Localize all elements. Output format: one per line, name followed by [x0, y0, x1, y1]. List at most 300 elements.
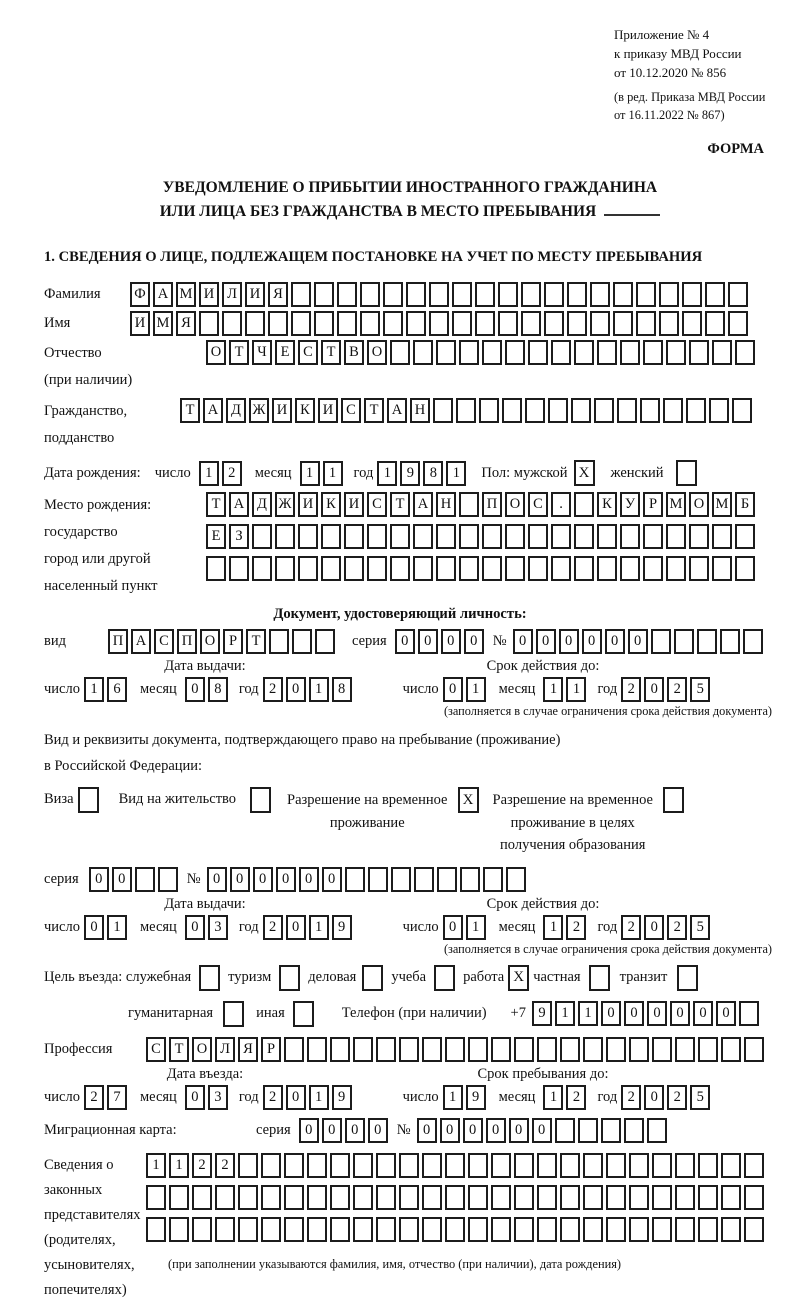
- char-box[interactable]: [620, 340, 640, 365]
- char-box[interactable]: О: [689, 492, 709, 517]
- char-box[interactable]: [574, 340, 594, 365]
- char-box[interactable]: 1: [84, 677, 104, 702]
- char-box[interactable]: [321, 524, 341, 549]
- char-box[interactable]: 0: [185, 915, 205, 940]
- char-box[interactable]: [413, 556, 433, 581]
- char-box[interactable]: Я: [268, 282, 288, 307]
- char-box[interactable]: [659, 282, 679, 307]
- purpose-official-checkbox[interactable]: [199, 965, 220, 991]
- char-box[interactable]: 0: [647, 1001, 667, 1026]
- char-box[interactable]: А: [131, 629, 151, 654]
- char-box[interactable]: [624, 1118, 644, 1143]
- char-box[interactable]: С: [298, 340, 318, 365]
- sex-female-checkbox[interactable]: [676, 460, 697, 486]
- char-box[interactable]: Ж: [275, 492, 295, 517]
- char-box[interactable]: [307, 1037, 327, 1062]
- char-box[interactable]: [284, 1153, 304, 1178]
- char-box[interactable]: Т: [246, 629, 266, 654]
- char-box[interactable]: [620, 556, 640, 581]
- char-box[interactable]: [560, 1153, 580, 1178]
- char-box[interactable]: М: [666, 492, 686, 517]
- char-box[interactable]: [583, 1037, 603, 1062]
- char-box[interactable]: [330, 1185, 350, 1210]
- char-box[interactable]: [135, 867, 155, 892]
- char-box[interactable]: [414, 867, 434, 892]
- char-box[interactable]: 0: [345, 1118, 365, 1143]
- char-box[interactable]: [712, 340, 732, 365]
- char-box[interactable]: [537, 1153, 557, 1178]
- char-box[interactable]: [399, 1217, 419, 1242]
- char-box[interactable]: [429, 282, 449, 307]
- char-box[interactable]: [744, 1037, 764, 1062]
- char-box[interactable]: [505, 340, 525, 365]
- char-box[interactable]: 0: [464, 629, 484, 654]
- char-box[interactable]: 0: [605, 629, 625, 654]
- char-box[interactable]: [525, 398, 545, 423]
- char-box[interactable]: [146, 1185, 166, 1210]
- char-box[interactable]: [399, 1185, 419, 1210]
- purpose-humanitarian-checkbox[interactable]: [223, 1001, 244, 1027]
- char-box[interactable]: [269, 629, 289, 654]
- char-box[interactable]: 3: [208, 1085, 228, 1110]
- char-box[interactable]: [229, 556, 249, 581]
- char-box[interactable]: 0: [185, 1085, 205, 1110]
- char-box[interactable]: [606, 1153, 626, 1178]
- char-box[interactable]: [537, 1037, 557, 1062]
- char-box[interactable]: К: [321, 492, 341, 517]
- char-box[interactable]: [459, 524, 479, 549]
- char-box[interactable]: И: [272, 398, 292, 423]
- char-box[interactable]: [436, 524, 456, 549]
- char-box[interactable]: 0: [443, 915, 463, 940]
- char-box[interactable]: 1: [466, 915, 486, 940]
- char-box[interactable]: [578, 1118, 598, 1143]
- char-box[interactable]: [551, 524, 571, 549]
- char-box[interactable]: 0: [299, 867, 319, 892]
- char-box[interactable]: [590, 311, 610, 336]
- char-box[interactable]: Ж: [249, 398, 269, 423]
- char-box[interactable]: 0: [418, 629, 438, 654]
- char-box[interactable]: [284, 1185, 304, 1210]
- char-box[interactable]: [483, 867, 503, 892]
- char-box[interactable]: [330, 1153, 350, 1178]
- char-box[interactable]: [445, 1217, 465, 1242]
- char-box[interactable]: 2: [667, 1085, 687, 1110]
- char-box[interactable]: 8: [423, 461, 443, 486]
- char-box[interactable]: [560, 1037, 580, 1062]
- char-box[interactable]: [721, 1185, 741, 1210]
- char-box[interactable]: [491, 1217, 511, 1242]
- char-box[interactable]: [284, 1037, 304, 1062]
- char-box[interactable]: [571, 398, 591, 423]
- char-box[interactable]: 1: [578, 1001, 598, 1026]
- char-box[interactable]: 0: [486, 1118, 506, 1143]
- char-box[interactable]: [514, 1037, 534, 1062]
- char-box[interactable]: [594, 398, 614, 423]
- char-box[interactable]: О: [200, 629, 220, 654]
- char-box[interactable]: С: [528, 492, 548, 517]
- char-box[interactable]: [643, 524, 663, 549]
- char-box[interactable]: [479, 398, 499, 423]
- char-box[interactable]: [222, 311, 242, 336]
- char-box[interactable]: [459, 340, 479, 365]
- char-box[interactable]: [643, 340, 663, 365]
- char-box[interactable]: [261, 1185, 281, 1210]
- temp-residence-edu-checkbox[interactable]: [663, 787, 684, 813]
- char-box[interactable]: Ф: [130, 282, 150, 307]
- char-box[interactable]: [606, 1185, 626, 1210]
- char-box[interactable]: [574, 524, 594, 549]
- char-box[interactable]: [514, 1217, 534, 1242]
- char-box[interactable]: О: [367, 340, 387, 365]
- char-box[interactable]: 0: [532, 1118, 552, 1143]
- char-box[interactable]: [666, 340, 686, 365]
- char-box[interactable]: 3: [208, 915, 228, 940]
- char-box[interactable]: Н: [410, 398, 430, 423]
- char-box[interactable]: [413, 524, 433, 549]
- char-box[interactable]: [675, 1185, 695, 1210]
- char-box[interactable]: [560, 1217, 580, 1242]
- char-box[interactable]: [383, 282, 403, 307]
- char-box[interactable]: [252, 556, 272, 581]
- char-box[interactable]: [360, 311, 380, 336]
- char-box[interactable]: 2: [621, 677, 641, 702]
- char-box[interactable]: 2: [263, 915, 283, 940]
- char-box[interactable]: [337, 311, 357, 336]
- char-box[interactable]: [675, 1217, 695, 1242]
- char-box[interactable]: 0: [417, 1118, 437, 1143]
- char-box[interactable]: Т: [169, 1037, 189, 1062]
- char-box[interactable]: [238, 1217, 258, 1242]
- char-box[interactable]: 0: [286, 915, 306, 940]
- char-box[interactable]: [720, 629, 740, 654]
- purpose-private-checkbox[interactable]: [589, 965, 610, 991]
- char-box[interactable]: [452, 282, 472, 307]
- char-box[interactable]: 0: [644, 677, 664, 702]
- char-box[interactable]: [567, 311, 587, 336]
- char-box[interactable]: [505, 524, 525, 549]
- char-box[interactable]: 0: [185, 677, 205, 702]
- char-box[interactable]: [659, 311, 679, 336]
- char-box[interactable]: [583, 1185, 603, 1210]
- char-box[interactable]: 1: [107, 915, 127, 940]
- char-box[interactable]: [629, 1153, 649, 1178]
- char-box[interactable]: И: [344, 492, 364, 517]
- char-box[interactable]: 7: [107, 1085, 127, 1110]
- char-box[interactable]: 0: [644, 915, 664, 940]
- char-box[interactable]: [192, 1185, 212, 1210]
- char-box[interactable]: [376, 1217, 396, 1242]
- char-box[interactable]: [345, 867, 365, 892]
- char-box[interactable]: О: [192, 1037, 212, 1062]
- char-box[interactable]: 0: [582, 629, 602, 654]
- char-box[interactable]: Л: [222, 282, 242, 307]
- char-box[interactable]: [652, 1217, 672, 1242]
- char-box[interactable]: [666, 556, 686, 581]
- char-box[interactable]: 0: [207, 867, 227, 892]
- char-box[interactable]: З: [229, 524, 249, 549]
- char-box[interactable]: 0: [286, 677, 306, 702]
- char-box[interactable]: 1: [309, 677, 329, 702]
- char-box[interactable]: [735, 524, 755, 549]
- char-box[interactable]: [652, 1185, 672, 1210]
- char-box[interactable]: 2: [621, 1085, 641, 1110]
- char-box[interactable]: [314, 282, 334, 307]
- char-box[interactable]: [498, 282, 518, 307]
- char-box[interactable]: 2: [667, 677, 687, 702]
- char-box[interactable]: Д: [226, 398, 246, 423]
- char-box[interactable]: [491, 1153, 511, 1178]
- char-box[interactable]: [613, 311, 633, 336]
- char-box[interactable]: [353, 1185, 373, 1210]
- char-box[interactable]: [560, 1185, 580, 1210]
- char-box[interactable]: Т: [180, 398, 200, 423]
- char-box[interactable]: [629, 1217, 649, 1242]
- char-box[interactable]: О: [505, 492, 525, 517]
- char-box[interactable]: А: [203, 398, 223, 423]
- char-box[interactable]: [192, 1217, 212, 1242]
- char-box[interactable]: [460, 867, 480, 892]
- char-box[interactable]: [399, 1153, 419, 1178]
- char-box[interactable]: [353, 1037, 373, 1062]
- char-box[interactable]: М: [176, 282, 196, 307]
- char-box[interactable]: [158, 867, 178, 892]
- char-box[interactable]: [574, 492, 594, 517]
- char-box[interactable]: 0: [559, 629, 579, 654]
- char-box[interactable]: А: [229, 492, 249, 517]
- char-box[interactable]: [643, 556, 663, 581]
- char-box[interactable]: [245, 311, 265, 336]
- char-box[interactable]: [514, 1153, 534, 1178]
- char-box[interactable]: [675, 1037, 695, 1062]
- char-box[interactable]: Т: [390, 492, 410, 517]
- char-box[interactable]: А: [413, 492, 433, 517]
- char-box[interactable]: [663, 398, 683, 423]
- char-box[interactable]: 2: [263, 1085, 283, 1110]
- char-box[interactable]: 0: [395, 629, 415, 654]
- char-box[interactable]: [315, 629, 335, 654]
- char-box[interactable]: [613, 282, 633, 307]
- char-box[interactable]: [689, 340, 709, 365]
- char-box[interactable]: П: [482, 492, 502, 517]
- char-box[interactable]: [360, 282, 380, 307]
- char-box[interactable]: И: [245, 282, 265, 307]
- char-box[interactable]: [551, 340, 571, 365]
- char-box[interactable]: 0: [286, 1085, 306, 1110]
- char-box[interactable]: 0: [513, 629, 533, 654]
- char-box[interactable]: [705, 282, 725, 307]
- char-box[interactable]: 0: [276, 867, 296, 892]
- char-box[interactable]: [445, 1185, 465, 1210]
- char-box[interactable]: [689, 556, 709, 581]
- char-box[interactable]: [482, 556, 502, 581]
- char-box[interactable]: 1: [300, 461, 320, 486]
- char-box[interactable]: 5: [690, 1085, 710, 1110]
- char-box[interactable]: [199, 311, 219, 336]
- char-box[interactable]: [391, 867, 411, 892]
- char-box[interactable]: [314, 311, 334, 336]
- purpose-work-checkbox[interactable]: X: [508, 965, 529, 991]
- char-box[interactable]: 8: [208, 677, 228, 702]
- char-box[interactable]: [537, 1217, 557, 1242]
- char-box[interactable]: [445, 1037, 465, 1062]
- char-box[interactable]: 0: [230, 867, 250, 892]
- char-box[interactable]: [261, 1217, 281, 1242]
- char-box[interactable]: 2: [621, 915, 641, 940]
- char-box[interactable]: 0: [463, 1118, 483, 1143]
- char-box[interactable]: [698, 1217, 718, 1242]
- char-box[interactable]: 1: [543, 915, 563, 940]
- char-box[interactable]: 2: [84, 1085, 104, 1110]
- char-box[interactable]: С: [146, 1037, 166, 1062]
- char-box[interactable]: Ч: [252, 340, 272, 365]
- char-box[interactable]: [721, 1153, 741, 1178]
- char-box[interactable]: [337, 282, 357, 307]
- char-box[interactable]: [321, 556, 341, 581]
- char-box[interactable]: [574, 556, 594, 581]
- char-box[interactable]: [307, 1185, 327, 1210]
- char-box[interactable]: [590, 282, 610, 307]
- char-box[interactable]: 0: [601, 1001, 621, 1026]
- char-box[interactable]: [468, 1153, 488, 1178]
- char-box[interactable]: [674, 629, 694, 654]
- char-box[interactable]: Я: [176, 311, 196, 336]
- char-box[interactable]: Н: [436, 492, 456, 517]
- char-box[interactable]: 0: [536, 629, 556, 654]
- char-box[interactable]: М: [712, 492, 732, 517]
- char-box[interactable]: 1: [309, 1085, 329, 1110]
- purpose-tourism-checkbox[interactable]: [279, 965, 300, 991]
- char-box[interactable]: [238, 1185, 258, 1210]
- char-box[interactable]: [705, 311, 725, 336]
- char-box[interactable]: Д: [252, 492, 272, 517]
- char-box[interactable]: 2: [215, 1153, 235, 1178]
- char-box[interactable]: [456, 398, 476, 423]
- char-box[interactable]: [597, 340, 617, 365]
- char-box[interactable]: [652, 1153, 672, 1178]
- char-box[interactable]: [555, 1118, 575, 1143]
- char-box[interactable]: 0: [368, 1118, 388, 1143]
- char-box[interactable]: [390, 556, 410, 581]
- char-box[interactable]: [606, 1217, 626, 1242]
- char-box[interactable]: 6: [107, 677, 127, 702]
- char-box[interactable]: [698, 1037, 718, 1062]
- char-box[interactable]: 0: [322, 1118, 342, 1143]
- char-box[interactable]: [437, 867, 457, 892]
- char-box[interactable]: 0: [299, 1118, 319, 1143]
- purpose-business-checkbox[interactable]: [362, 965, 383, 991]
- char-box[interactable]: 0: [624, 1001, 644, 1026]
- char-box[interactable]: Т: [206, 492, 226, 517]
- char-box[interactable]: Т: [229, 340, 249, 365]
- char-box[interactable]: [406, 311, 426, 336]
- char-box[interactable]: [422, 1153, 442, 1178]
- char-box[interactable]: [712, 556, 732, 581]
- char-box[interactable]: [548, 398, 568, 423]
- char-box[interactable]: [583, 1217, 603, 1242]
- char-box[interactable]: 1: [309, 915, 329, 940]
- char-box[interactable]: [735, 556, 755, 581]
- char-box[interactable]: 0: [84, 915, 104, 940]
- char-box[interactable]: М: [153, 311, 173, 336]
- char-box[interactable]: Я: [238, 1037, 258, 1062]
- char-box[interactable]: 0: [441, 629, 461, 654]
- char-box[interactable]: [344, 524, 364, 549]
- char-box[interactable]: [732, 398, 752, 423]
- char-box[interactable]: [728, 311, 748, 336]
- char-box[interactable]: [452, 311, 472, 336]
- char-box[interactable]: [728, 282, 748, 307]
- char-box[interactable]: 0: [716, 1001, 736, 1026]
- char-box[interactable]: П: [177, 629, 197, 654]
- char-box[interactable]: [353, 1217, 373, 1242]
- char-box[interactable]: [712, 524, 732, 549]
- char-box[interactable]: 0: [443, 677, 463, 702]
- char-box[interactable]: [537, 1185, 557, 1210]
- char-box[interactable]: 0: [112, 867, 132, 892]
- char-box[interactable]: 0: [440, 1118, 460, 1143]
- char-box[interactable]: [468, 1185, 488, 1210]
- char-box[interactable]: [739, 1001, 759, 1026]
- char-box[interactable]: [376, 1185, 396, 1210]
- temp-residence-checkbox[interactable]: X: [458, 787, 479, 813]
- purpose-study-checkbox[interactable]: [434, 965, 455, 991]
- char-box[interactable]: [475, 282, 495, 307]
- char-box[interactable]: 0: [644, 1085, 664, 1110]
- char-box[interactable]: [697, 629, 717, 654]
- char-box[interactable]: [514, 1185, 534, 1210]
- char-box[interactable]: И: [199, 282, 219, 307]
- char-box[interactable]: 9: [400, 461, 420, 486]
- char-box[interactable]: [682, 311, 702, 336]
- char-box[interactable]: [215, 1217, 235, 1242]
- char-box[interactable]: И: [130, 311, 150, 336]
- char-box[interactable]: 0: [670, 1001, 690, 1026]
- char-box[interactable]: Р: [261, 1037, 281, 1062]
- char-box[interactable]: 2: [192, 1153, 212, 1178]
- char-box[interactable]: [689, 524, 709, 549]
- char-box[interactable]: [376, 1153, 396, 1178]
- char-box[interactable]: [330, 1037, 350, 1062]
- char-box[interactable]: С: [367, 492, 387, 517]
- char-box[interactable]: [744, 1217, 764, 1242]
- char-box[interactable]: [744, 1185, 764, 1210]
- char-box[interactable]: 9: [332, 915, 352, 940]
- char-box[interactable]: [567, 282, 587, 307]
- char-box[interactable]: [367, 556, 387, 581]
- char-box[interactable]: С: [154, 629, 174, 654]
- char-box[interactable]: [206, 556, 226, 581]
- char-box[interactable]: 1: [377, 461, 397, 486]
- char-box[interactable]: [544, 311, 564, 336]
- char-box[interactable]: [422, 1037, 442, 1062]
- char-box[interactable]: [601, 1118, 621, 1143]
- char-box[interactable]: [413, 340, 433, 365]
- char-box[interactable]: [445, 1153, 465, 1178]
- char-box[interactable]: [583, 1153, 603, 1178]
- char-box[interactable]: С: [341, 398, 361, 423]
- char-box[interactable]: [422, 1185, 442, 1210]
- char-box[interactable]: [433, 398, 453, 423]
- char-box[interactable]: 0: [628, 629, 648, 654]
- char-box[interactable]: [636, 282, 656, 307]
- char-box[interactable]: 1: [443, 1085, 463, 1110]
- char-box[interactable]: .: [551, 492, 571, 517]
- char-box[interactable]: [261, 1153, 281, 1178]
- char-box[interactable]: [743, 629, 763, 654]
- char-box[interactable]: [521, 282, 541, 307]
- char-box[interactable]: [284, 1217, 304, 1242]
